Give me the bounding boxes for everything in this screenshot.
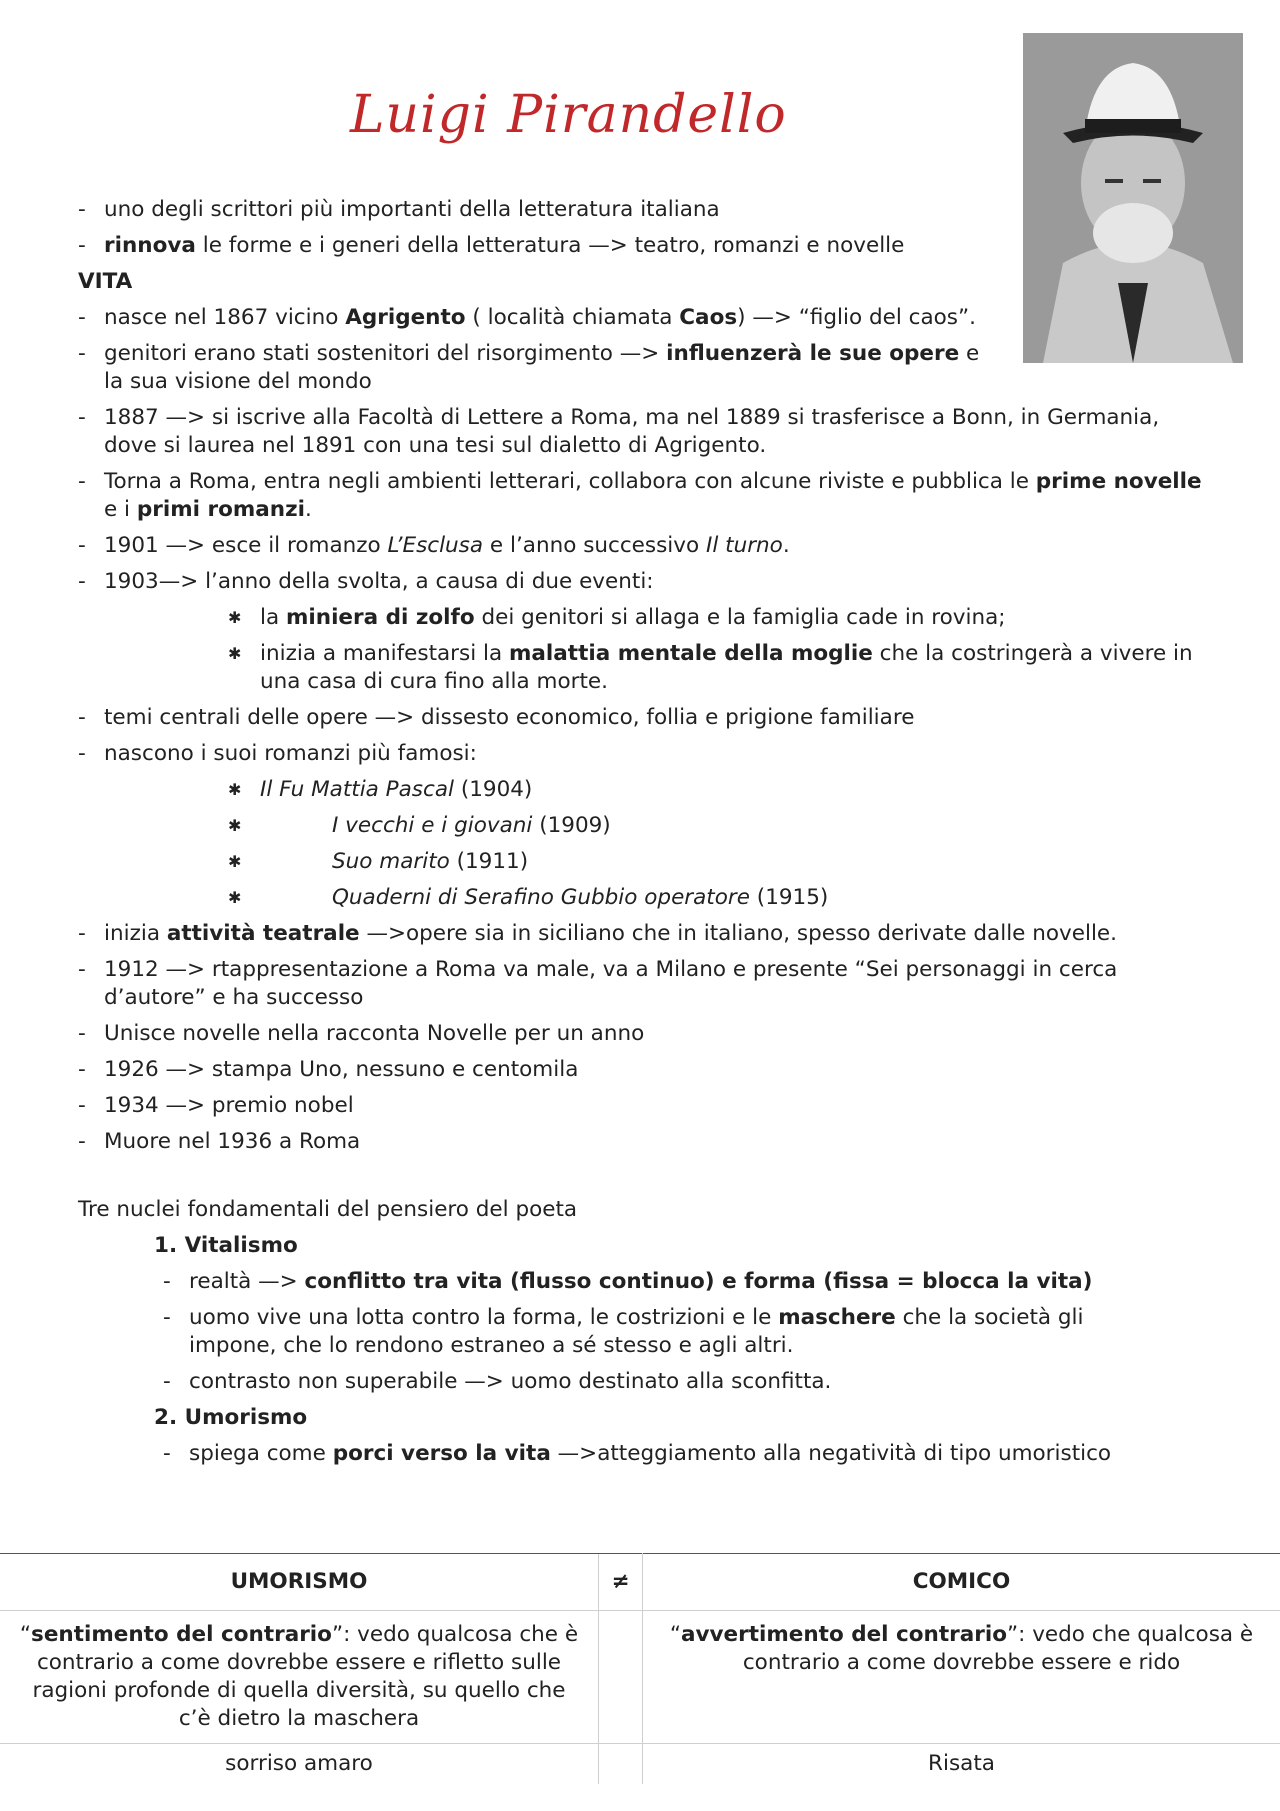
mid-cell <box>599 1611 643 1744</box>
umorismo-effect: sorriso amaro <box>225 1751 373 1776</box>
sub-list-item <box>228 812 1208 840</box>
sub-list-item <box>228 640 1208 696</box>
text: ) —> “figlio del caos”. <box>737 305 976 330</box>
text: 1887 —> si iscrive alla Facoltà di Lettere a Roma, ma nel 1889 si trasferisce a Bonn, in Germania, dove si laurea nel 1891 con una tesi sul dialetto di Agrigento. <box>104 405 1160 458</box>
text: che la costringerà a vivere in una casa di cura fino alla morte. <box>260 641 1193 694</box>
italic-title: Il Fu Mattia Pascal <box>260 777 454 802</box>
nuclei-section <box>78 1196 1208 1468</box>
text: le forme e i generi della letteratura —> teatro, romanzi e novelle <box>195 233 905 258</box>
text: genitori erano stati sostenitori del risorgimento —> <box>104 341 667 366</box>
text: (1911) <box>449 849 529 874</box>
nuclei-list <box>78 1232 1208 1468</box>
bold-text: prime novelle <box>1035 469 1202 494</box>
comico-definition <box>643 1611 1280 1744</box>
italic-title: Il turno <box>705 533 783 558</box>
nucleus-heading: 2. Umorismo <box>154 1405 308 1430</box>
header-umorismo: UMORISMO <box>0 1554 599 1611</box>
text: uomo vive una lotta contro la forma, le costrizioni e le <box>189 1305 779 1330</box>
table-header-row <box>0 1554 1280 1611</box>
sub-list <box>228 604 1208 696</box>
text: realtà —> <box>189 1269 305 1294</box>
sub-list <box>228 776 1208 912</box>
text: la <box>260 605 286 630</box>
text: 1926 —> stampa Uno, nessuno e centomila <box>104 1057 579 1082</box>
bold-text: attività teatrale <box>166 921 360 946</box>
bold-text: maschere <box>778 1305 896 1330</box>
text: Muore nel 1936 a Roma <box>104 1129 361 1154</box>
text: 1934 —> premio nobel <box>104 1093 354 1118</box>
text: 1901 —> esce il romanzo <box>104 533 388 558</box>
italic-title: Suo marito <box>332 849 450 874</box>
nucleus-list <box>163 1268 1208 1396</box>
table-row <box>0 1611 1280 1744</box>
bold-text: Caos <box>679 305 738 330</box>
text: nascono i suoi romanzi più famosi: <box>104 741 477 766</box>
text: 1912 —> rtappresentazione a Roma va male, va a Milano e presente “Sei personaggi in cerca d’autore” e ha successo <box>104 957 1118 1010</box>
bold-text: influenzerà le sue opere <box>666 341 960 366</box>
text: spiega come <box>189 1441 333 1466</box>
comparison-table <box>0 1553 1280 1784</box>
bold-text: malattia mentale della moglie <box>509 641 873 666</box>
text: 1903—> l’anno della svolta, a causa di due eventi: <box>104 569 654 594</box>
intro-list <box>78 196 1208 260</box>
text: (1915) <box>749 885 829 910</box>
text: —>atteggiamento alla negatività di tipo umoristico <box>550 1441 1112 1466</box>
text: “ <box>669 1622 681 1647</box>
mid-cell <box>599 1744 643 1785</box>
nucleus-list <box>163 1440 1208 1468</box>
text: inizia a manifestarsi la <box>260 641 510 666</box>
sub-list-item <box>228 884 1208 912</box>
sub-list-item <box>228 604 1208 632</box>
text: nasce nel 1867 vicino <box>104 305 346 330</box>
vita-item <box>78 1128 1208 1156</box>
vita-item <box>78 1092 1208 1120</box>
vita-item <box>78 340 999 396</box>
vita-item <box>78 740 1208 912</box>
text: uno degli scrittori più importanti della letteratura italiana <box>104 197 720 222</box>
sub-list-item <box>228 776 1208 804</box>
bold-text: primi romanzi <box>136 497 305 522</box>
bold-text: conflitto tra vita (flusso continuo) e forma (fissa = blocca la vita) <box>304 1269 1093 1294</box>
nucleus-heading: 1. Vitalismo <box>154 1233 298 1258</box>
italic-title: I vecchi e i giovani <box>332 813 533 838</box>
text: . <box>782 533 790 558</box>
italic-title: L’Esclusa <box>387 533 484 558</box>
text: ”: vedo che qualcosa è contrario a come dovrebbe essere e rido <box>742 1622 1254 1675</box>
text: inizia <box>104 921 167 946</box>
bold-text: porci verso la vita <box>332 1441 551 1466</box>
nucleus-item <box>163 1304 1169 1360</box>
text: ”: vedo qualcosa che è contrario a come dovrebbe essere e rifletto sulle ragioni profonde di quella diversità, su quello che c’è dietro la maschera <box>32 1622 579 1731</box>
bold-text: rinnova <box>104 233 196 258</box>
nuclei-intro: Tre nuclei fondamentali del pensiero del poeta <box>78 1197 578 1222</box>
content <box>78 196 1208 1476</box>
vita-item <box>78 1056 1208 1084</box>
bold-text: avvertimento del contrario <box>681 1622 1007 1647</box>
text: e i <box>104 497 137 522</box>
text: ( località chiamata <box>465 305 680 330</box>
text: temi centrali delle opere —> dissesto economico, follia e prigione familiare <box>104 705 915 730</box>
intro-item <box>78 232 1208 260</box>
bold-text: sentimento del contrario <box>31 1622 332 1647</box>
text: “ <box>19 1622 32 1647</box>
bold-text: Agrigento <box>345 305 466 330</box>
umorismo-definition <box>0 1611 599 1744</box>
text: che la società gli impone, che lo rendono estraneo a sé stesso e agli altri. <box>189 1305 1084 1358</box>
text: e la sua visione del mondo <box>104 341 980 394</box>
comico-effect: Risata <box>928 1751 995 1776</box>
vita-heading: VITA <box>78 269 133 294</box>
text: (1909) <box>532 813 611 838</box>
intro-item <box>78 196 1208 224</box>
text: . <box>304 497 312 522</box>
text: dei genitori si allaga e la famiglia cade in rovina; <box>474 605 1006 630</box>
bold-text: miniera di zolfo <box>285 605 475 630</box>
table-row <box>0 1744 1280 1785</box>
vita-item <box>78 532 1208 560</box>
vita-item <box>78 920 1208 948</box>
nucleus-item <box>163 1268 1169 1296</box>
vita-item <box>78 956 1208 1012</box>
sub-list-item <box>228 848 1208 876</box>
vita-item <box>78 304 999 332</box>
text: (1904) <box>453 777 533 802</box>
text: —>opere sia in siciliano che in italiano, spesso derivate dalle novelle. <box>359 921 1117 946</box>
header-comico: COMICO <box>643 1554 1280 1611</box>
text: Torna a Roma, entra negli ambienti letterari, collabora con alcune riviste e pubblica le <box>104 469 1036 494</box>
vita-list <box>78 304 1208 1156</box>
text: contrasto non superabile —> uomo destinato alla sconfitta. <box>189 1369 832 1394</box>
vita-item <box>78 568 1208 696</box>
nucleus-item <box>163 1440 1169 1468</box>
text: e l’anno successivo <box>483 533 706 558</box>
page-title: Luigi Pirandello <box>350 85 787 145</box>
italic-title: Quaderni di Serafino Gubbio operatore <box>332 885 750 910</box>
vita-item <box>78 704 1208 732</box>
vita-item <box>78 404 1208 460</box>
vita-item <box>78 468 1208 524</box>
header-not-equal: ≠ <box>599 1554 643 1611</box>
text: Unisce novelle nella racconta Novelle per un anno <box>104 1021 645 1046</box>
vita-item <box>78 1020 1208 1048</box>
nucleus-item <box>163 1368 1169 1396</box>
